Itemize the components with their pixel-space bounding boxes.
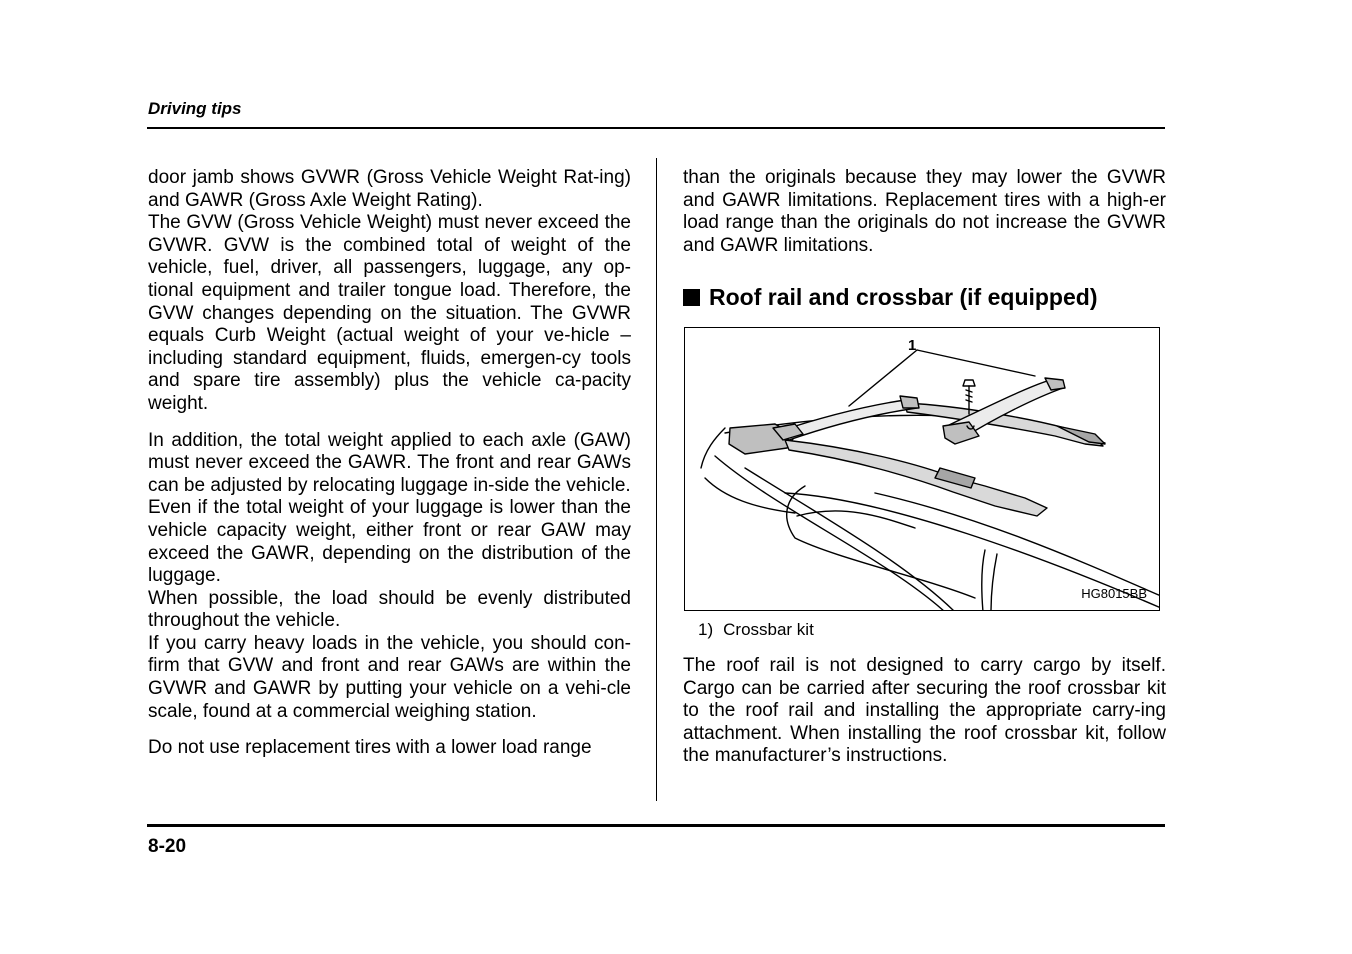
caption-text: Crossbar kit [723, 620, 814, 639]
figure-callout-number: 1 [908, 337, 917, 354]
caption-number: 1) [698, 620, 714, 639]
figure-code: HG8015BB [1081, 586, 1147, 601]
paragraph: Even if the total weight of your luggage is lower than the vehicle capacity weight, either front or rear GAW may exceed the GAWR, depending on the distribution of the luggage. [148, 497, 631, 587]
paragraph: than the originals because they may lower the GVWR and GAWR limitations. Replacement tires with a high-er load range than the originals do not increase the GVWR and GAWR limitations. [683, 167, 1166, 256]
column-divider [656, 158, 657, 801]
paragraph: The GVW (Gross Vehicle Weight) must never exceed the GVWR. GVW is the combined total of weight of the vehicle, fuel, driver, all passengers, luggage, any op-tional equipment and trailer tongue load. Therefore, the GVW changes depending on the situation. The GVWR equals Curb Weight (actual weight of your ve-hicle – including standard equipment, fluids, emergen-cy tools and spare tire assembly) plus the vehicle ca-pacity weight. [148, 212, 631, 414]
running-header: Driving tips [148, 99, 242, 118]
roof-rail-figure [684, 327, 1160, 611]
square-bullet-icon [683, 289, 700, 306]
paragraph: In addition, the total weight applied to each axle (GAW) must never exceed the GAWR. The front and rear GAWs can be adjusted by relocating luggage in-side the vehicle. [148, 429, 631, 496]
figure-caption [698, 620, 824, 640]
paragraph: The roof rail is not designed to carry cargo by itself. Cargo can be carried after securing the roof crossbar kit to the roof rail and installing the appropriate carry-ing attachment. When installing the roof crossbar kit, follow the manufacturer’s instructions. [683, 655, 1166, 767]
paragraph: door jamb shows GVWR (Gross Vehicle Weight Rat-ing) and GAWR (Gross Axle Weight Rating). [148, 167, 631, 211]
right-column-intro [683, 167, 1166, 257]
section-heading-text: Roof rail and crossbar (if equipped) [709, 284, 1098, 310]
section-heading [683, 284, 1097, 311]
paragraph: Do not use replacement tires with a lower load range [148, 737, 592, 759]
paragraph: When possible, the load should be evenly distributed throughout the vehicle. [148, 587, 631, 632]
left-column [148, 167, 631, 760]
roof-rail-illustration [685, 328, 1160, 611]
page-number: 8-20 [148, 836, 187, 857]
footer-rule [147, 824, 1165, 827]
paragraph: If you carry heavy loads in the vehicle, you should con-firm that GVW and front and rear GAWs are within the GVWR and GAWR by putting your vehicle on a vehi-cle scale, found at a commercial weighing station. [148, 632, 631, 722]
right-column-body [683, 655, 1166, 768]
header-rule [147, 127, 1165, 129]
